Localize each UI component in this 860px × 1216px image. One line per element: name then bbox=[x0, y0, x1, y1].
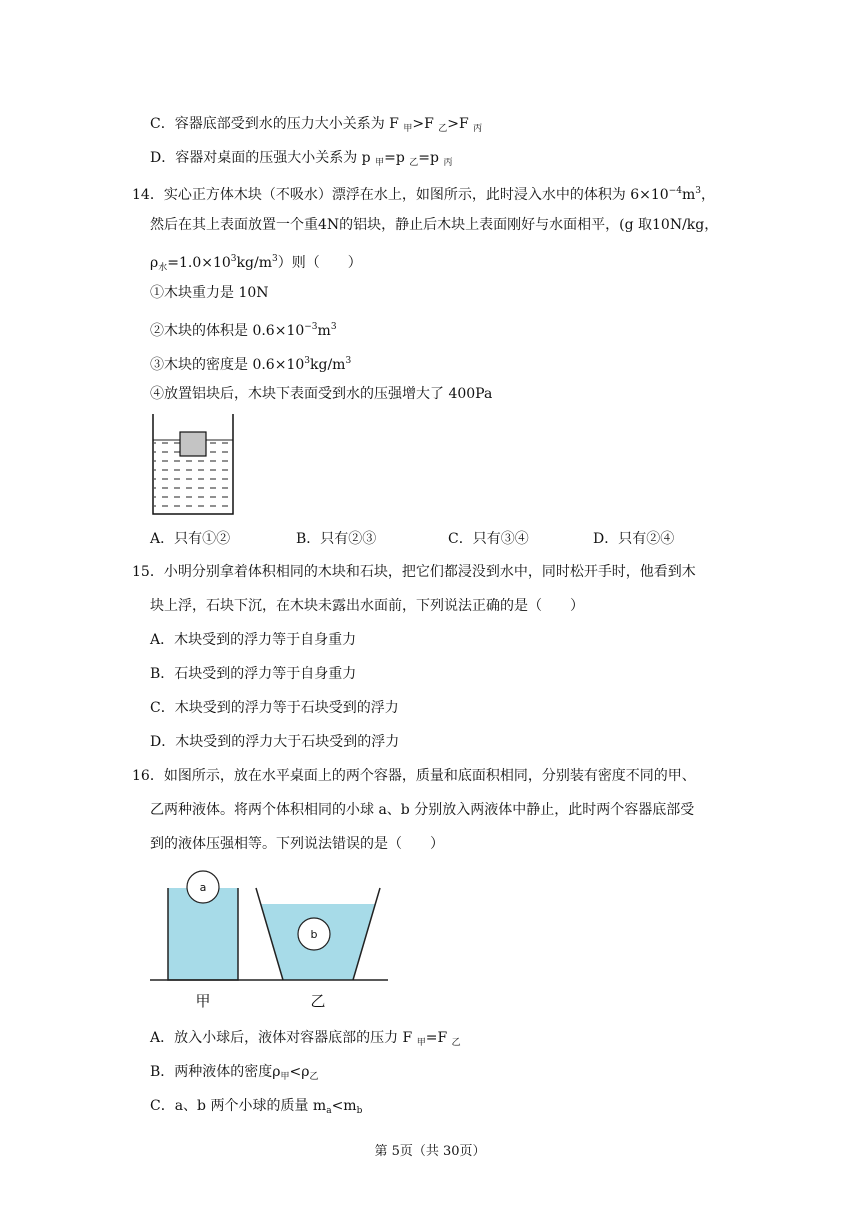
q14-option-c: C．只有③④ bbox=[448, 531, 529, 547]
label-yi: 乙 bbox=[310, 992, 326, 1010]
q14-statement-4: ④放置铝块后，木块下表面受到水的压强增大了 400Pa bbox=[150, 386, 493, 402]
q14-figure bbox=[148, 412, 238, 516]
q15-option-a: A．木块受到的浮力等于自身重力 bbox=[150, 632, 357, 648]
q14-statement-3: ③木块的密度是 $0.6\times 10^3kg/m^3$ bbox=[150, 356, 352, 373]
q14-stem-line2: 然后在其上表面放置一个重4N的铝块，静止后木块上表面刚好与水面相平，(g 取10N/kg， bbox=[150, 217, 719, 233]
q15-stem-line2: 块上浮，石块下沉，在木块未露出水面前，下列说法正确的是（ ） bbox=[150, 598, 584, 614]
q14-stem-line1: 14．实心正方体木块（不吸水）漂浮在水上，如图所示，此时浸入水中的体积为 $6\times 10^{-4}m^3$， bbox=[132, 186, 716, 203]
q16-stem-line2: 乙两种液体。将两个体积相同的小球 a、b 分别放入两液体中静止，此时两个容器底部受 bbox=[150, 802, 695, 818]
q16-stem-line1: 16．如图所示，放在水平桌面上的两个容器，质量和底面积相同，分别装有密度不同的甲、 bbox=[132, 768, 696, 784]
option-c-prev: C．容器底部受到水的压力大小关系为 F $_甲$>F $_乙$>F $_丙$ bbox=[150, 116, 483, 134]
q14-option-b: B．只有②③ bbox=[296, 531, 377, 547]
label-jia: 甲 bbox=[195, 992, 211, 1010]
q14-statement-1: ①木块重力是 10N bbox=[150, 285, 269, 301]
q16-stem-line3: 到的液体压强相等。下列说法错误的是（ ） bbox=[150, 836, 444, 852]
q15-option-b: B．石块受到的浮力等于自身重力 bbox=[150, 666, 357, 682]
q15-option-c: C．木块受到的浮力等于石块受到的浮力 bbox=[150, 700, 399, 716]
ball-b-label: b bbox=[310, 928, 318, 941]
q16-option-c: C．a、b 两个小球的质量 $m_a<m_b$ bbox=[150, 1098, 363, 1116]
q14-option-d: D．只有②④ bbox=[593, 531, 675, 547]
q16-figure bbox=[148, 868, 390, 1014]
q14-stem-line3: $\rho_水=1.0\times 10^3kg/m^3$）则（ ） bbox=[150, 254, 362, 273]
q14-statement-2: ②木块的体积是 $0.6\times 10^{-3}m^3$ bbox=[150, 322, 337, 339]
option-d-prev: D．容器对桌面的压强大小关系为 p $_甲$=p $_乙$=p $_丙$ bbox=[150, 150, 453, 168]
q16-option-a: A．放入小球后，液体对容器底部的压力 F $_甲$=F $_乙$ bbox=[150, 1030, 461, 1048]
q16-option-b: B．两种液体的密度$\rho_甲<\rho_乙$ bbox=[150, 1064, 319, 1082]
q15-stem-line1: 15．小明分别拿着体积相同的木块和石块，把它们都浸没到水中，同时松开手时，他看到木 bbox=[132, 564, 696, 580]
ball-a-label: a bbox=[199, 881, 207, 894]
q15-option-d: D．木块受到的浮力大于石块受到的浮力 bbox=[150, 734, 400, 750]
q14-option-a: A．只有①② bbox=[150, 531, 231, 547]
page-footer: 第 5页（共 30页） bbox=[374, 1144, 486, 1159]
wood-block bbox=[180, 432, 206, 456]
